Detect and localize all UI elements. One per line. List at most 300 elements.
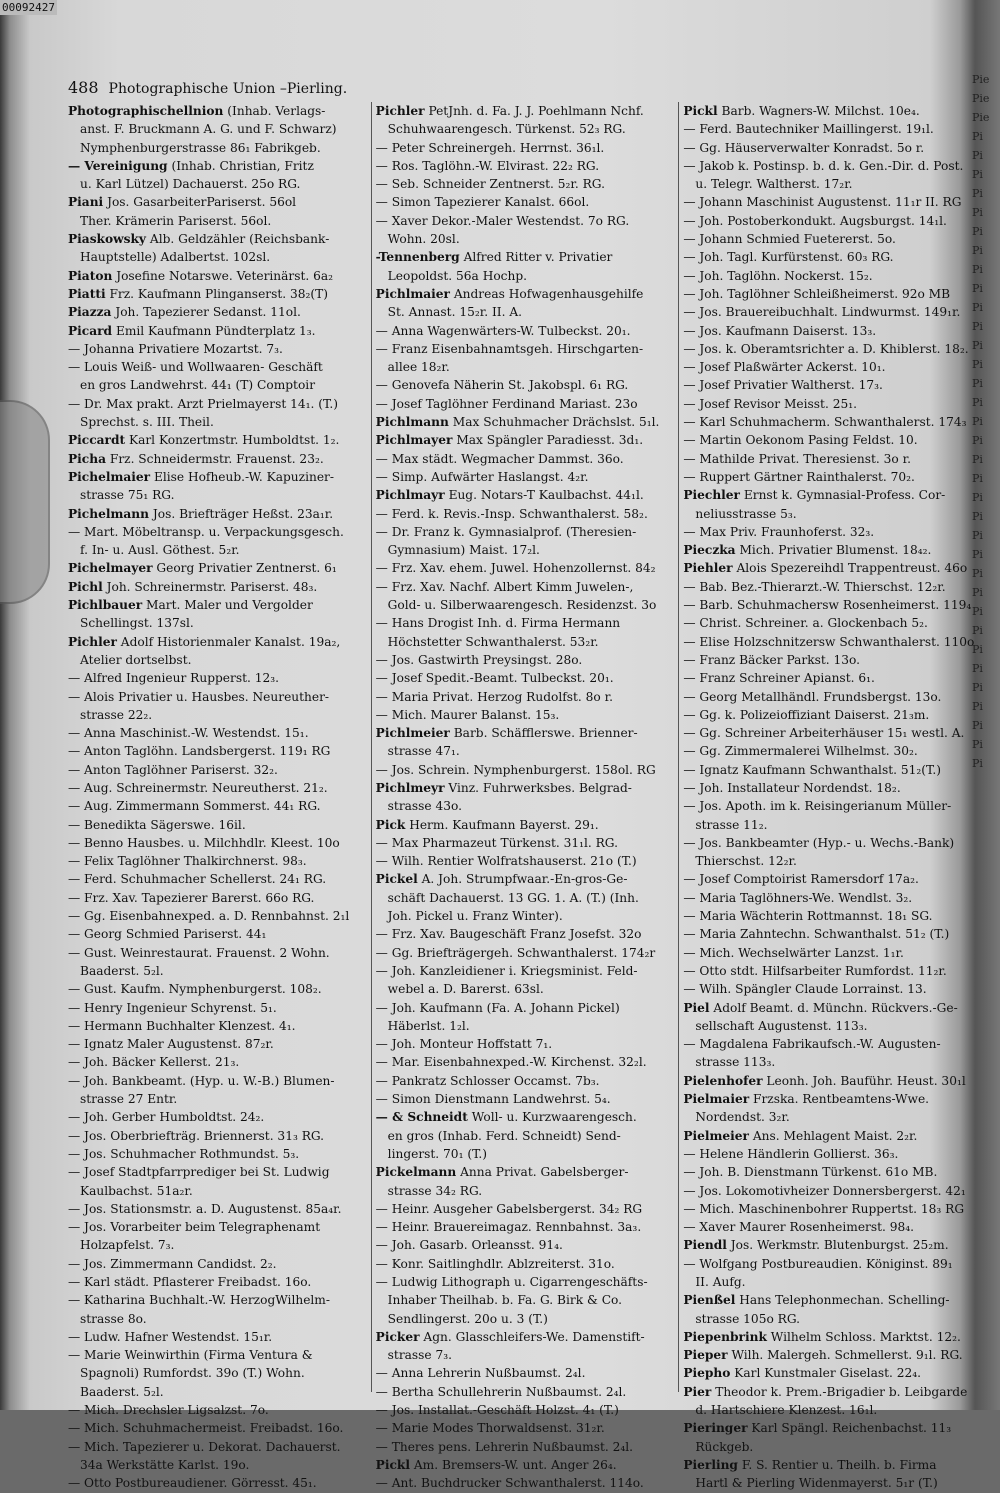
directory-entry-line xyxy=(376,193,673,211)
directory-entry-line xyxy=(376,633,673,651)
entry-text: — Magdalena Fabrikaufsch.-W. Augusten- xyxy=(683,1037,941,1052)
entry-text: Schellingst. 137sl. xyxy=(80,616,194,631)
directory-entry-line xyxy=(683,175,980,193)
entry-text: — Jos. Installat.-Geschäft Holzst. 4₁ (T.) xyxy=(375,1403,619,1418)
entry-text: — Maria Privat. Herzog Rudolfst. 8o r. xyxy=(375,689,613,704)
directory-entry-line xyxy=(376,779,673,797)
entry-text: Joh. Schreinermstr. Pariserst. 48₃. xyxy=(106,579,318,594)
directory-entry-line xyxy=(68,578,365,596)
entry-text: — Frz. Xav. Nachf. Albert Kimm Juwelen-, xyxy=(375,579,634,594)
directory-entry-line xyxy=(376,559,673,577)
directory-entry-line xyxy=(376,907,673,925)
directory-entry-line xyxy=(376,742,673,760)
entry-text: Agn. Glasschleifers-We. Damenstift- xyxy=(423,1329,645,1344)
entry-surname: Pichelmaier xyxy=(68,469,151,484)
entry-text: Gold- u. Silberwaarengesch. Residenzst. 3o xyxy=(387,598,657,613)
directory-entry-line xyxy=(376,688,673,706)
edge-fragment: Pi xyxy=(972,605,983,618)
directory-entry-line xyxy=(683,1236,980,1254)
directory-entry-line xyxy=(68,413,365,431)
entry-text: Barb. Schäfflerswe. Brienner- xyxy=(453,726,638,741)
entry-text: strasse 113₃. xyxy=(695,1055,776,1070)
directory-entry-line xyxy=(683,1017,980,1035)
directory-entry-line xyxy=(68,486,365,504)
entry-text: — Joh. Taglöhn. Nockerst. 15₂. xyxy=(683,268,873,283)
directory-entry-line xyxy=(376,1035,673,1053)
directory-entry-line xyxy=(683,303,980,321)
entry-surname: Pichelmayer xyxy=(68,561,153,576)
entry-text: Alfred Ritter v. Privatier xyxy=(463,250,613,265)
directory-entry-line xyxy=(683,248,980,266)
edge-fragment: Pi xyxy=(972,396,983,409)
directory-entry-line xyxy=(376,1090,673,1108)
entry-surname: Pichlmaier xyxy=(375,286,450,301)
directory-entry-line xyxy=(683,1291,980,1309)
directory-entry-line xyxy=(683,688,980,706)
entry-surname: Piendl xyxy=(683,1238,727,1253)
entry-surname: Piani xyxy=(68,195,104,210)
directory-entry-line xyxy=(376,1438,673,1456)
directory-entry-line xyxy=(683,267,980,285)
entry-text: — Barb. Schuhmachersw Rosenheimerst. 119₄ xyxy=(683,598,972,613)
directory-entry-line xyxy=(376,962,673,980)
directory-entry-line xyxy=(683,761,980,779)
directory-entry-line xyxy=(68,1163,365,1181)
directory-entry-line xyxy=(683,1163,980,1181)
entry-text: Nordendst. 3₂r. xyxy=(695,1110,790,1125)
entry-text: lingerst. 70₁ (T.) xyxy=(387,1146,488,1161)
entry-surname: Picha xyxy=(68,451,106,466)
edge-fragment: Pi xyxy=(972,244,983,257)
directory-entry-line xyxy=(376,1383,673,1401)
entry-text: u. Karl Lützel) Dachauerst. 25o RG. xyxy=(80,177,301,192)
directory-entry-line xyxy=(68,925,365,943)
directory-entry-line xyxy=(376,761,673,779)
entry-text: anst. F. Bruckmann A. G. und F. Schwarz) xyxy=(80,122,337,137)
directory-entry-line xyxy=(376,413,673,431)
directory-entry-line xyxy=(683,395,980,413)
entry-text: — Ignatz Kaufmann Schwanthalst. 51₂(T.) xyxy=(683,762,941,777)
entry-text: — Frz. Xav. Baugeschäft Franz Josefst. 32o xyxy=(375,927,642,942)
entry-surname: Pichler xyxy=(68,634,117,649)
entry-text: Georg Privatier Zentnerst. 6₁ xyxy=(156,561,337,576)
entry-text: — Felix Taglöhner Thalkirchnerst. 98₃. xyxy=(68,854,307,869)
directory-entry-line xyxy=(68,1108,365,1126)
entry-text: — Genovefa Näherin St. Jakobspl. 6₁ RG. xyxy=(375,378,629,393)
directory-entry-line xyxy=(683,962,980,980)
scan-label: 00092427 xyxy=(2,1,55,14)
entry-text: — Christ. Schreiner. a. Glockenbach 5₂. xyxy=(683,616,928,631)
directory-entry-line xyxy=(376,486,673,504)
entry-text: A. Joh. Strumpfwaar.-En-gros-Ge- xyxy=(421,872,628,887)
directory-entry-line xyxy=(68,1273,365,1291)
directory-entry-line xyxy=(376,925,673,943)
directory-entry-line xyxy=(68,870,365,888)
entry-surname: Piepenbrink xyxy=(683,1329,767,1344)
entry-text: — Mich. Drechsler Ligsalzst. 7o. xyxy=(68,1403,269,1418)
entry-text: — Helene Händlerin Gollierst. 36₃. xyxy=(683,1146,899,1161)
entry-text: — Mich. Wechselwärter Lanzst. 1₁r. xyxy=(683,945,904,960)
directory-entry-line xyxy=(68,541,365,559)
entry-text: — Franz Bäcker Parkst. 13o. xyxy=(683,652,860,667)
edge-fragment: Pi xyxy=(972,681,983,694)
entry-text: — Georg Metallhändl. Frundsbergst. 13o. xyxy=(683,689,942,704)
entry-text: Ans. Mehlagent Maist. 2₂r. xyxy=(752,1128,918,1143)
entry-text: Baaderst. 5₂l. xyxy=(80,963,164,978)
edge-fragment: Pie xyxy=(972,92,990,105)
directory-entry-line xyxy=(68,889,365,907)
directory-entry-line xyxy=(68,248,365,266)
directory-entry-line xyxy=(376,505,673,523)
entry-text: — Anton Taglöhn. Landsbergerst. 119₁ RG xyxy=(68,744,331,759)
directory-entry-line xyxy=(683,742,980,760)
entry-surname: Pieper xyxy=(683,1348,728,1363)
entry-text: — Anton Taglöhner Pariserst. 32₂. xyxy=(68,762,278,777)
entry-surname: — Vereinigung xyxy=(68,158,168,173)
entry-text: Wilh. Malergeh. Schmellerst. 9₁l. RG. xyxy=(731,1348,963,1363)
entry-surname: Picard xyxy=(68,323,113,338)
entry-text: — Johann Maschinist Augustenst. 11₁r II. RG xyxy=(683,195,962,210)
edge-fragment: Pi xyxy=(972,567,983,580)
entry-surname: Pielmeier xyxy=(683,1128,749,1143)
entry-text: — Joh. Kaufmann (Fa. A. Johann Pickel) xyxy=(375,1000,620,1015)
edge-fragment: Pi xyxy=(972,282,983,295)
entry-text: — Otto stdt. Hilfsarbeiter Rumfordst. 11₂r. xyxy=(683,963,947,978)
directory-entry-line xyxy=(683,596,980,614)
entry-text: — Joh. Taglöhner Schleißheimerst. 92o MB xyxy=(683,286,951,301)
entry-text: Jos. Werkmstr. Blutenburgst. 25₂m. xyxy=(730,1238,949,1253)
entry-surname: Pichler xyxy=(375,104,425,118)
entry-surname: Pielmaier xyxy=(683,1092,750,1107)
entry-text: — Aug. Zimmermann Sommerst. 44₁ RG. xyxy=(68,799,321,814)
directory-entry-line xyxy=(376,706,673,724)
entry-text: Wilhelm Schloss. Marktst. 12₂. xyxy=(770,1329,961,1344)
entry-surname: Pickelmann xyxy=(375,1165,457,1180)
directory-entry-line xyxy=(68,450,365,468)
directory-entry-line xyxy=(683,907,980,925)
entry-text: — Johanna Privatiere Mozartst. 7₃. xyxy=(68,341,283,356)
entry-text: — Ludw. Hafner Westendst. 15₁r. xyxy=(68,1329,273,1344)
entry-surname: Pickl xyxy=(375,1457,410,1472)
directory-entry-line xyxy=(68,1438,365,1456)
directory-entry-line xyxy=(376,1255,673,1273)
entry-text: en gros Landwehrst. 44₁ (T) Comptoir xyxy=(80,378,316,393)
entry-text: strasse 11₂. xyxy=(695,817,768,832)
directory-entry-line xyxy=(68,614,365,632)
entry-text: — Marie Modes Thorwaldsenst. 31₂r. xyxy=(375,1421,605,1436)
directory-entry-line xyxy=(376,1401,673,1419)
entry-text: — Ruppert Gärtner Rainthalerst. 70₂. xyxy=(683,469,915,484)
directory-entry-line xyxy=(683,468,980,486)
entry-text: — Josef Comptoirist Ramersdorf 17a₂. xyxy=(683,872,919,887)
directory-entry-line xyxy=(376,157,673,175)
edge-fragment: Pi xyxy=(972,320,983,333)
directory-entry-line xyxy=(68,797,365,815)
directory-entry-line xyxy=(68,816,365,834)
directory-entry-line xyxy=(683,413,980,431)
entry-text: — Mich. Maschinenbohrer Ruppertst. 18₃ RG xyxy=(683,1201,965,1216)
directory-entry-line xyxy=(68,303,365,321)
directory-entry-line xyxy=(68,102,365,120)
entry-text: Karl Kunstmaler Giselast. 22₄. xyxy=(734,1366,922,1381)
entry-surname: Piaton xyxy=(68,268,113,283)
directory-entry-line xyxy=(376,834,673,852)
entry-text: — Katharina Buchhalt.-W. HerzogWilhelm- xyxy=(68,1293,330,1308)
entry-text: Kaulbachst. 51a₂r. xyxy=(80,1183,193,1198)
directory-entry-line xyxy=(683,1145,980,1163)
directory-entry-line xyxy=(68,1364,365,1382)
directory-entry-line xyxy=(376,230,673,248)
directory-entry-line xyxy=(683,1456,980,1474)
entry-text: Alb. Geldzähler (Reichsbank- xyxy=(149,232,330,247)
entry-text: Sendlingerst. 20o u. 3 (T.) xyxy=(387,1311,548,1326)
entry-text: II. Aufg. xyxy=(695,1275,746,1289)
edge-fragment: Pi xyxy=(972,149,983,162)
directory-entry-line xyxy=(683,925,980,943)
entry-text: — Josef Plaßwärter Ackerst. 10₁. xyxy=(683,360,886,375)
edge-fragment: Pi xyxy=(972,529,983,542)
entry-surname: Picker xyxy=(375,1329,420,1344)
directory-entry-line xyxy=(683,614,980,632)
entry-text: — Mar. Eisenbahnexped.-W. Kirchenst. 32₂l. xyxy=(375,1055,647,1070)
directory-entry-line xyxy=(68,980,365,998)
column-3 xyxy=(678,102,980,1491)
directory-entry-line xyxy=(683,120,980,138)
entry-text: Josefine Notarswe. Veterinärst. 6a₂ xyxy=(116,268,334,283)
edge-fragment: Pi xyxy=(972,130,983,143)
directory-page xyxy=(68,78,980,1491)
entry-text: — Joh. Tagl. Kurfürstenst. 60₃ RG. xyxy=(683,250,894,265)
directory-entry-line xyxy=(68,322,365,340)
directory-entry-line xyxy=(683,944,980,962)
directory-entry-line xyxy=(376,1346,673,1364)
entry-text: — Benno Hausbes. u. Milchhdlr. Kleest. 10o xyxy=(68,835,340,850)
entry-text: — Karl städt. Pflasterer Freibadst. 16o. xyxy=(68,1275,312,1289)
entry-text: strasse 27 Entr. xyxy=(80,1092,178,1107)
entry-text: — Xaver Maurer Rosenheimerst. 98₄. xyxy=(683,1220,915,1235)
directory-entry-line xyxy=(376,1182,673,1200)
directory-entry-line xyxy=(68,157,365,175)
entry-surname: Piel xyxy=(683,1000,710,1015)
directory-entry-line xyxy=(376,596,673,614)
entry-text: — Joh. B. Dienstmann Türkenst. 61o MB. xyxy=(683,1165,938,1180)
directory-entry-line xyxy=(376,724,673,742)
entry-text: — Jos. k. Oberamtsrichter a. D. Khiblerst. 18₂. xyxy=(683,341,969,356)
entry-surname: Pieczka xyxy=(683,543,736,558)
entry-text: — Georg Schmied Pariserst. 44₁ xyxy=(68,927,267,942)
directory-entry-line xyxy=(68,1182,365,1200)
entry-text: Holzapfelst. 7₃. xyxy=(80,1238,175,1253)
entry-surname: Pickl xyxy=(683,104,718,118)
entry-surname: Piechler xyxy=(683,488,740,503)
directory-entry-line xyxy=(68,706,365,724)
directory-entry-line xyxy=(68,1053,365,1071)
edge-fragment: Pi xyxy=(972,586,983,599)
entry-text: strasse 75₁ RG. xyxy=(80,488,175,503)
directory-entry-line xyxy=(683,1035,980,1053)
directory-entry-line xyxy=(683,889,980,907)
edge-fragment: Pi xyxy=(972,662,983,675)
directory-entry-line xyxy=(683,1053,980,1071)
entry-text: Leonh. Joh. Bauführ. Heust. 30₁l xyxy=(766,1073,966,1088)
entry-text: — Hermann Buchhalter Klenzest. 4₁. xyxy=(68,1018,296,1033)
directory-entry-line xyxy=(376,1017,673,1035)
directory-entry-line xyxy=(68,1401,365,1419)
entry-text: — Anna Wagenwärters-W. Tulbeckst. 20₁. xyxy=(375,323,631,338)
directory-entry-line xyxy=(68,1310,365,1328)
directory-entry-line xyxy=(376,614,673,632)
entry-text: Höchstetter Schwanthalerst. 53₂r. xyxy=(387,634,599,649)
directory-entry-line xyxy=(683,1090,980,1108)
entry-text: — Gust. Kaufm. Nymphenburgerst. 108₂. xyxy=(68,982,322,997)
directory-entry-line xyxy=(376,358,673,376)
entry-text: Alois Spezereihdl Trappentreust. 46o xyxy=(736,561,968,576)
entry-text: Jos. GasarbeiterPariserst. 56ol xyxy=(107,195,297,210)
directory-entry-line xyxy=(683,651,980,669)
entry-text: Thierschst. 12₂r. xyxy=(695,854,797,869)
edge-fragment: Pi xyxy=(972,453,983,466)
directory-entry-line xyxy=(68,376,365,394)
directory-entry-line xyxy=(376,578,673,596)
entry-text: sellschaft Augustenst. 113₃. xyxy=(695,1018,868,1033)
directory-entry-line xyxy=(376,1072,673,1090)
directory-entry-line xyxy=(376,1456,673,1474)
edge-fragment: Pi xyxy=(972,700,983,713)
entry-text: Frzska. Rentbeamtens-Wwe. xyxy=(753,1092,930,1107)
entry-text: — Max Priv. Fraunhoferst. 32₃. xyxy=(683,524,875,539)
directory-entry-line xyxy=(683,157,980,175)
entry-text: neliusstrasse 5₃. xyxy=(695,506,797,521)
entry-text: en gros (Inhab. Ferd. Schneidt) Send- xyxy=(387,1128,621,1143)
directory-entry-line xyxy=(376,395,673,413)
directory-entry-line xyxy=(68,907,365,925)
entry-text: — Alois Privatier u. Hausbes. Neureuther- xyxy=(68,689,330,704)
directory-entry-line xyxy=(683,1182,980,1200)
entry-text: — Franz Schreiner Apianst. 6₁. xyxy=(683,671,875,686)
entry-text: — Jakob k. Postinsp. b. d. k. Gen.-Dir. d. Post. xyxy=(683,158,964,173)
directory-entry-line xyxy=(376,267,673,285)
edge-fragment: Pi xyxy=(972,415,983,428)
directory-entry-line xyxy=(68,285,365,303)
entry-text: — Dr. Franz k. Gymnasialprof. (Theresien- xyxy=(375,524,637,539)
directory-entry-line xyxy=(683,578,980,596)
entry-text: Emil Kaufmann Pündterplatz 1₃. xyxy=(115,323,316,338)
entry-text: Atelier dortselbst. xyxy=(80,652,192,667)
entry-text: Karl Konzertmstr. Humboldtst. 1₂. xyxy=(128,433,340,448)
entry-text: Max Schuhmacher Drächslst. 5₁l. xyxy=(452,415,660,430)
entry-text: schäft Dachauerst. 13 GG. 1. A. (T.) (Inh. xyxy=(387,890,639,905)
entry-text: — Jos. Zimmermann Candidst. 2₂. xyxy=(68,1256,277,1271)
entry-text: Andreas Hofwagenhausgehilfe xyxy=(453,286,644,301)
entry-surname: Pieringer xyxy=(683,1421,748,1436)
entry-surname: Pichlbauer xyxy=(68,598,143,613)
directory-entry-line xyxy=(376,120,673,138)
entry-text: Häberlst. 1₂l. xyxy=(387,1018,470,1033)
directory-entry-line xyxy=(68,724,365,742)
entry-text: Baaderst. 5₂l. xyxy=(80,1384,164,1399)
directory-entry-line xyxy=(68,1419,365,1437)
entry-surname: -Tennenberg xyxy=(375,250,460,265)
page-header xyxy=(68,78,980,102)
directory-entry-line xyxy=(68,651,365,669)
entry-text: — Johann Schmied Fuetererst. 5o. xyxy=(683,232,896,247)
directory-entry-line xyxy=(683,1364,980,1382)
directory-entry-line xyxy=(68,340,365,358)
entry-text: — Joh. Installateur Nordendst. 18₂. xyxy=(683,780,901,795)
entry-text: — Jos. Schrein. Nymphenburgerst. 158ol. RG xyxy=(375,762,656,777)
entry-text: — Jos. Vorarbeiter beim Telegraphenamt xyxy=(68,1220,321,1235)
entry-surname: Piehler xyxy=(683,561,733,576)
entry-text: — Simon Dienstmann Landwehrst. 5₄. xyxy=(375,1092,611,1107)
directory-entry-line xyxy=(683,340,980,358)
directory-entry-line xyxy=(68,779,365,797)
directory-entry-line xyxy=(683,376,980,394)
entry-text: — Ludwig Lithograph u. Cigarrengeschäfts- xyxy=(375,1275,648,1289)
directory-entry-line xyxy=(68,669,365,687)
entry-text: — Bertha Schullehrerin Nußbaumst. 2₄l. xyxy=(375,1384,627,1399)
entry-text: Herm. Kaufmann Bayerst. 29₁. xyxy=(409,817,599,832)
directory-entry-line xyxy=(683,322,980,340)
directory-entry-line xyxy=(68,523,365,541)
entry-text: — Joh. Postoberkondukt. Augsburgst. 14₁l. xyxy=(683,213,947,228)
directory-entry-line xyxy=(683,724,980,742)
entry-text: — Jos. Brauereibuchhalt. Lindwurmst. 149₁r. xyxy=(683,305,961,320)
entry-text: — Gg. Häuserverwalter Konradst. 5o r. xyxy=(683,140,925,155)
entry-text: Leopoldst. 56a Hochp. xyxy=(387,268,528,283)
directory-entry-line xyxy=(68,1127,365,1145)
directory-entry-line xyxy=(376,870,673,888)
entry-text: — Wilh. Rentier Wolfratshauserst. 21o (T.) xyxy=(375,854,637,869)
entry-text: — Ros. Taglöhn.-W. Elvirast. 22₂ RG. xyxy=(375,158,600,173)
entry-surname: Pichlmayer xyxy=(375,433,453,448)
directory-entry-line xyxy=(68,1072,365,1090)
edge-fragment: Pi xyxy=(972,263,983,276)
directory-entry-line xyxy=(683,358,980,376)
directory-entry-line xyxy=(683,1401,980,1419)
thumb-index-tab xyxy=(0,400,50,604)
entry-text: Gymnasium) Maist. 17₂l. xyxy=(387,543,540,558)
directory-entry-line xyxy=(376,1419,673,1437)
entry-surname: Pichlmann xyxy=(375,415,449,430)
edge-fragment: Pi xyxy=(972,434,983,447)
directory-entry-line xyxy=(68,1236,365,1254)
entry-text: f. In- u. Ausl. Göthest. 5₂r. xyxy=(80,543,240,558)
entry-columns xyxy=(68,102,980,1491)
directory-entry-line xyxy=(683,797,980,815)
directory-entry-line xyxy=(68,1474,365,1492)
entry-text: 34a Werkstätte Karlst. 19o. xyxy=(80,1457,250,1472)
edge-fragment: Pi xyxy=(972,472,983,485)
directory-entry-line xyxy=(68,742,365,760)
entry-text: Rückgeb. xyxy=(695,1439,754,1454)
entry-surname: Pick xyxy=(375,817,406,832)
entry-text: — Gg. k. Polizeioffiziant Daiserst. 21₃m. xyxy=(683,707,930,722)
entry-text: — Max städt. Wegmacher Dammst. 36o. xyxy=(375,451,624,466)
directory-entry-line xyxy=(376,468,673,486)
directory-entry-line xyxy=(376,139,673,157)
entry-text: Schuhwaarengesch. Türkenst. 52₃ RG. xyxy=(387,122,626,137)
entry-surname: Piazza xyxy=(68,305,112,320)
directory-entry-line xyxy=(376,1108,673,1126)
entry-text: — Mich. Schuhmachermeist. Freibadst. 16o. xyxy=(68,1421,344,1436)
edge-fragment: Pi xyxy=(972,206,983,219)
directory-entry-line xyxy=(683,1474,980,1492)
entry-text: — Otto Postbureaudiener. Görresst. 45₁. xyxy=(68,1476,317,1491)
directory-entry-line xyxy=(68,212,365,230)
directory-entry-line xyxy=(683,633,980,651)
directory-entry-line xyxy=(376,1310,673,1328)
directory-entry-line xyxy=(376,1200,673,1218)
